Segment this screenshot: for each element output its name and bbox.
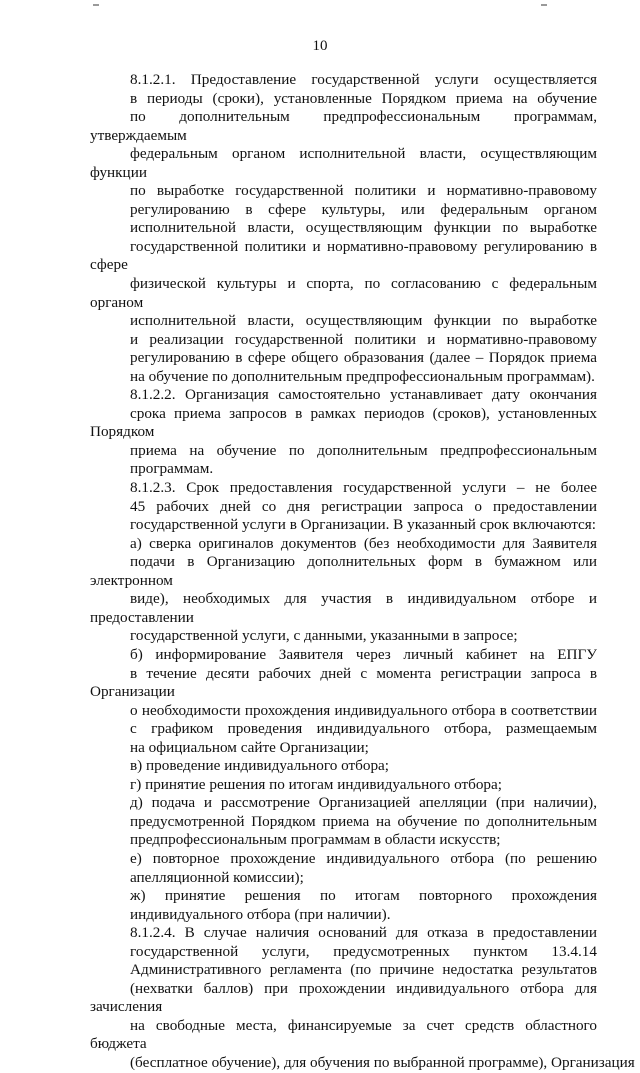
paragraph-p-item-a (90, 535, 597, 646)
text-line: программам. (130, 460, 214, 478)
text-line: по выработке государственной политики и нормативно-правовому (130, 182, 597, 200)
paragraph-p-item-b (90, 646, 597, 757)
paragraph-p-item-d (90, 794, 597, 850)
paragraph-p-8-1-2-2 (90, 386, 597, 479)
text-line: и реализации государственной политики и нормативно-правовому (130, 330, 597, 348)
text-line: а) сверка оригиналов документов (без необходимости для Заявителя (130, 534, 597, 552)
text-line: исполнительной власти, осуществляющим функции по выработке (130, 312, 597, 330)
text-line: е) повторное прохождение индивидуального отбора (по решению (130, 849, 597, 867)
paragraph-p-item-v (90, 757, 597, 776)
scan-artifact-left (93, 4, 99, 6)
text-line: на обучение по дополнительным предпрофессиональным программам). (130, 367, 595, 385)
text-line: регулированию в сфере общего образования (далее – Порядок приема (130, 349, 597, 367)
document-body (90, 71, 635, 1073)
text-line: г) принятие решения по итогам индивидуального отбора; (130, 775, 502, 793)
text-line: виде), необходимых для участия в индивидуальном отборе и предоставлении (90, 590, 597, 626)
text-line: индивидуального отбора (при наличии). (130, 905, 391, 923)
text-line: 45 рабочих дней со дня регистрации запроса о предоставлении (130, 497, 597, 515)
text-line: по дополнительным предпрофессиональным программам, утверждаемым (90, 108, 597, 144)
text-line: 8.1.2.4. В случае наличия оснований для отказа в предоставлении (130, 924, 597, 942)
text-line: 8.1.2.3. Срок предоставления государственной услуги – не более (130, 479, 597, 497)
text-line: апелляционной комиссии); (130, 868, 304, 886)
paragraph-p-8-1-2-3 (90, 479, 597, 535)
text-line: 8.1.2.2. Организация самостоятельно устанавливает дату окончания (130, 386, 597, 404)
text-line: на свободные места, финансируемые за счет средств областного бюджета (90, 1016, 597, 1053)
text-line: предусмотренной Порядком приема на обучение по дополнительным (130, 812, 597, 830)
text-line: государственной политики и нормативно-правовому регулированию в сфере (90, 237, 597, 274)
text-line: физической культуры и спорта, по согласованию с федеральным органом (90, 275, 597, 311)
paragraph-p-item-e (90, 850, 597, 887)
text-line: д) подача и рассмотрение Организацией апелляции (при наличии), (130, 794, 597, 812)
text-line: в периоды (сроки), установленные Порядком приема на обучение (130, 89, 597, 107)
text-line: (бесплатное обучение), для обучения по выбранной программе), Организация (130, 1053, 635, 1071)
text-line: предпрофессиональным программам в области искусств; (130, 831, 501, 849)
page-number: 10 (312, 38, 328, 54)
text-line: срока приема запросов в рамках периодов (сроков), установленных Порядком (90, 404, 597, 441)
text-line: б) информирование Заявителя через личный кабинет на ЕПГУ (130, 645, 597, 663)
text-line: о необходимости прохождения индивидуального отбора в соответствии (130, 701, 597, 719)
text-line: федеральным органом исполнительной власти, осуществляющим функции (90, 145, 597, 181)
text-line: 8.1.2.1. Предоставление государственной услуги осуществляется (130, 71, 597, 88)
paragraph-p-8-1-2-4 (90, 924, 635, 1072)
text-line: с графиком проведения индивидуального отбора, размещаемым (130, 720, 597, 738)
paragraph-p-8-1-2-1 (90, 71, 597, 386)
text-line: регулированию в сфере культуры, или федеральным органом (130, 200, 597, 218)
text-line: приема на обучение по дополнительным предпрофессиональным (130, 441, 597, 459)
text-line: Административного регламента (по причине недостатка результатов (130, 961, 597, 979)
text-line: ж) принятие решения по итогам повторного прохождения (130, 887, 597, 905)
text-line: государственной услуги, предусмотренных пунктом 13.4.14 (130, 942, 597, 960)
text-line: на официальном сайте Организации; (130, 738, 369, 756)
paragraph-p-item-g (90, 776, 597, 795)
text-line: подачи в Организацию дополнительных форм в бумажном или электронном (90, 553, 597, 589)
scan-artifact-right (541, 4, 547, 6)
text-line: государственной услуги, с данными, указанными в запросе; (130, 627, 518, 645)
text-line: исполнительной власти, осуществляющим функции по выработке (130, 219, 597, 237)
text-line: государственной услуги в Организации. В указанный срок включаются: (130, 516, 596, 534)
paragraph-p-item-zh (90, 887, 597, 924)
text-line: в) проведение индивидуального отбора; (130, 757, 390, 775)
text-line: (нехватки баллов) при прохождении индивидуального отбора для зачисления (90, 979, 597, 1016)
text-line: в течение десяти рабочих дней с момента регистрации запроса в Организации (90, 664, 597, 701)
